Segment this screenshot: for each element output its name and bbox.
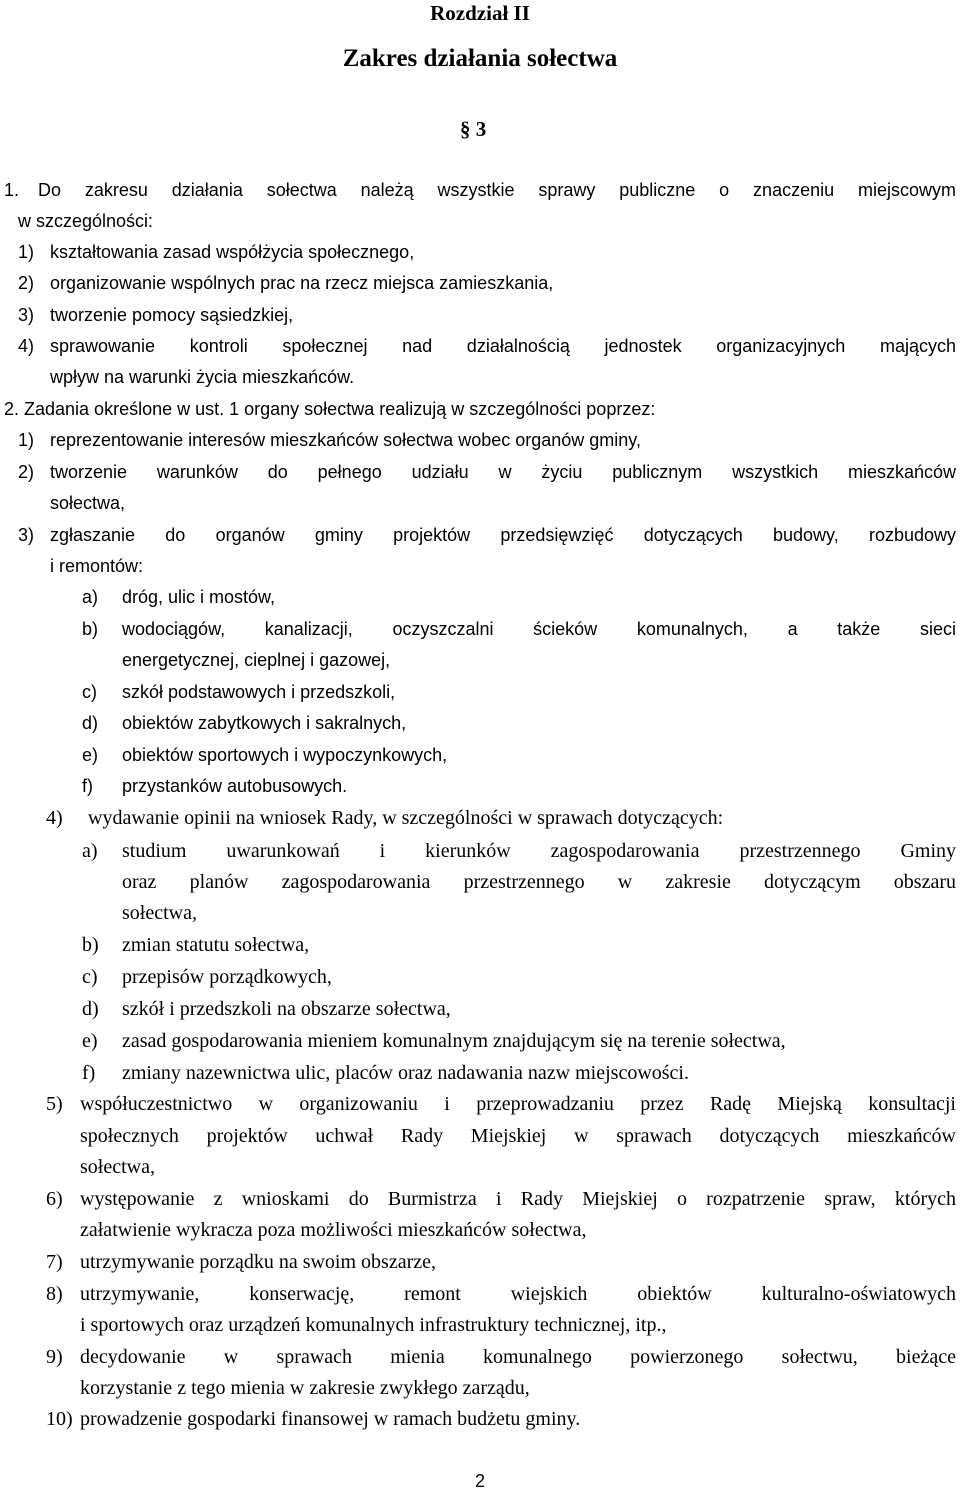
list-item: zgłaszanie do organów gminy projektów przedsięwzięć dotyczących budowy, rozbudowy: [50, 525, 956, 545]
list-item-cont: i sportowych oraz urządzeń komunalnych infrastruktury technicznej, itp.,: [80, 1314, 667, 1336]
sub-item: wodociągów, kanalizacji, oczyszczalni ścieków komunalnych, a także sieci: [122, 619, 956, 639]
sub-item-letter: d): [82, 713, 99, 733]
list-item: reprezentowanie interesów mieszkańców sołectwa wobec organów gminy,: [50, 430, 641, 450]
list-item-number: 7): [46, 1251, 63, 1273]
list-item-cont: sołectwa,: [50, 493, 126, 513]
section-2-intro: 2. Zadania określone w ust. 1 organy sołectwa realizują w szczególności poprzez:: [4, 399, 656, 419]
sub-item: przepisów porządkowych,: [122, 966, 332, 988]
list-item: decydowanie w sprawach mienia komunalnego powierzonego sołectwu, bieżące: [80, 1346, 956, 1368]
sub-item-letter: f): [82, 1062, 96, 1084]
list-item: utrzymywanie porządku na swoim obszarze,: [80, 1251, 436, 1273]
list-item-number: 1): [18, 430, 35, 450]
sub-item-letter: b): [82, 934, 99, 956]
sub-item-cont: energetycznej, cieplnej i gazowej,: [122, 650, 391, 670]
page-number: 2: [474, 1471, 485, 1491]
list-item-cont: sołectwa,: [80, 1156, 155, 1178]
sub-item-letter: a): [82, 587, 99, 607]
sub-item: dróg, ulic i mostów,: [122, 587, 276, 607]
sub-item: zmiany nazewnictwa ulic, placów oraz nadawania nazw miejscowości.: [122, 1062, 689, 1084]
list-item-number: 4): [18, 336, 35, 356]
list-item-number: 9): [46, 1346, 63, 1368]
list-item-number: 6): [46, 1188, 63, 1210]
list-item-cont: załatwienie wykracza poza możliwości mieszkańców sołectwa,: [80, 1219, 587, 1241]
list-item-number: 4): [46, 807, 63, 829]
chapter-heading: Rozdział II: [430, 1, 530, 25]
chapter-title: Zakres działania sołectwa: [342, 45, 618, 72]
list-item: utrzymywanie, konserwację, remont wiejskich obiektów kulturalno-oświatowych: [80, 1283, 956, 1305]
sub-item-cont: oraz planów zagospodarowania przestrzennego w zakresie dotyczącym obszaru: [122, 871, 956, 893]
list-item: sprawowanie kontroli społecznej nad działalnością jednostek organizacyjnych mających: [50, 336, 956, 356]
list-item: tworzenie warunków do pełnego udziału w życiu publicznym wszystkich mieszkańców: [50, 462, 956, 482]
list-item: tworzenie pomocy sąsiedzkiej,: [50, 305, 294, 325]
section-1-intro-cont: w szczególności:: [18, 211, 154, 231]
sub-item: szkół i przedszkoli na obszarze sołectwa,: [122, 998, 451, 1020]
sub-item: zasad gospodarowania mieniem komunalnym znajdującym się na terenie sołectwa,: [122, 1030, 786, 1052]
sub-item: przystanków autobusowych.: [122, 776, 348, 796]
sub-item: obiektów sportowych i wypoczynkowych,: [122, 745, 448, 765]
sub-item: szkół podstawowych i przedszkoli,: [122, 682, 396, 702]
sub-item-letter: b): [82, 619, 99, 639]
list-item-number: 3): [18, 305, 35, 325]
list-item-number: 2): [18, 462, 35, 482]
sub-item-letter: c): [82, 966, 98, 988]
list-item-number: 10): [46, 1408, 73, 1430]
list-item-cont: i remontów:: [50, 556, 144, 576]
list-item-number: 1): [18, 242, 35, 262]
sub-item-letter: d): [82, 998, 99, 1020]
sub-item: zmian statutu sołectwa,: [122, 934, 310, 956]
list-item: występowanie z wnioskami do Burmistrza i Rady Miejskiej o rozpatrzenie spraw, których: [80, 1188, 956, 1210]
sub-item-cont: sołectwa,: [122, 902, 197, 924]
sub-item-letter: c): [82, 682, 97, 702]
section-1-number: 1.: [4, 180, 20, 200]
sub-item-letter: a): [82, 840, 98, 862]
list-item: organizowanie wspólnych prac na rzecz miejsca zamieszkania,: [50, 273, 554, 293]
list-item: prowadzenie gospodarki finansowej w ramach budżetu gminy.: [80, 1408, 581, 1430]
list-item-cont: wpływ na warunki życia mieszkańców.: [50, 367, 355, 387]
list-item: współuczestnictwo w organizowaniu i przeprowadzaniu przez Radę Miejską konsultacji: [80, 1093, 956, 1115]
list-item-number: 5): [46, 1093, 63, 1115]
sub-item-letter: e): [82, 1030, 98, 1052]
section-1-intro: Do zakresu działania sołectwa należą wszystkie sprawy publiczne o znaczeniu miejscowym: [38, 180, 956, 200]
list-item: wydawanie opinii na wniosek Rady, w szczególności w sprawach dotyczących:: [88, 807, 724, 829]
list-item-cont: korzystanie z tego mienia w zakresie zwykłego zarządu,: [80, 1377, 530, 1399]
list-item-number: 3): [18, 525, 35, 545]
list-item: kształtowania zasad współżycia społecznego,: [50, 242, 415, 262]
list-item-number: 2): [18, 273, 35, 293]
sub-item: studium uwarunkowań i kierunków zagospodarowania przestrzennego Gminy: [122, 840, 956, 862]
sub-item-letter: e): [82, 745, 99, 765]
sub-item-letter: f): [82, 776, 93, 796]
sub-item: obiektów zabytkowych i sakralnych,: [122, 713, 407, 733]
list-item-cont: społecznych projektów uchwał Rady Miejskiej w sprawach dotyczących mieszkańców: [80, 1125, 956, 1147]
paragraph-marker: § 3: [460, 117, 487, 141]
list-item-number: 8): [46, 1283, 63, 1305]
